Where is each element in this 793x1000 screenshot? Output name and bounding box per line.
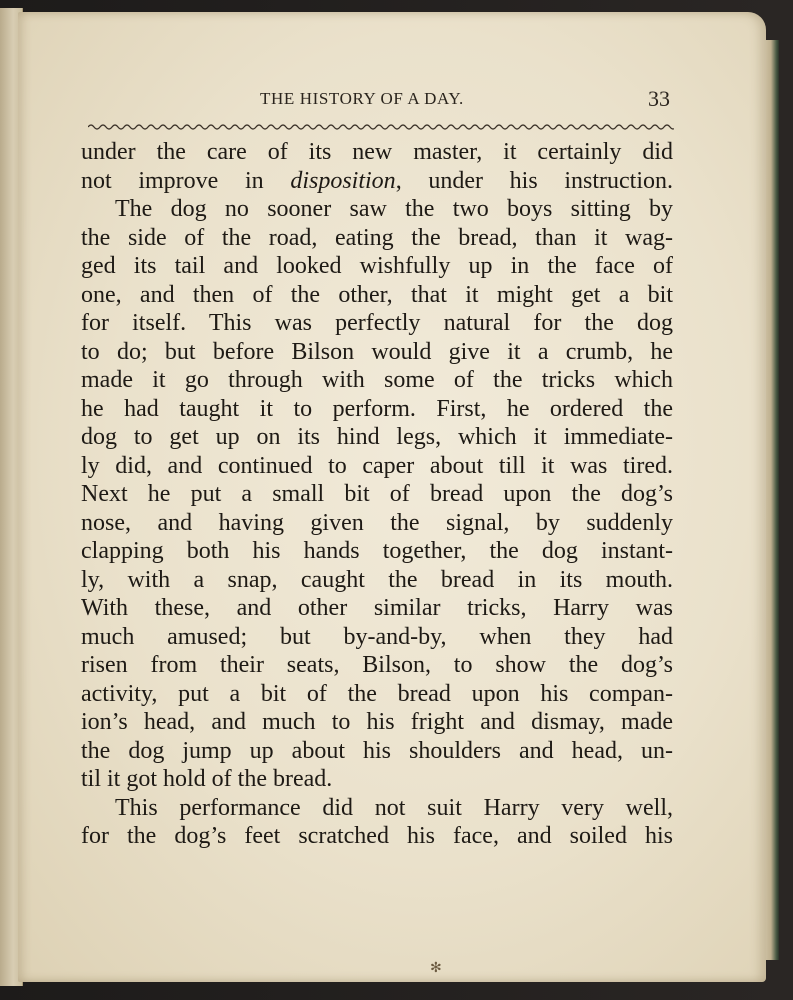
text-segment: not improve in — [81, 167, 291, 194]
text-line: Next he put a small bit of bread upon the dog’s — [81, 481, 673, 507]
running-title: THE HISTORY OF A DAY. — [260, 89, 464, 108]
signature-mark-icon: ✻ — [430, 960, 442, 976]
text-line: ly did, and continued to caper about till it was tired. — [81, 452, 673, 479]
text-line: ly, with a snap, caught the bread in its mouth. — [81, 566, 673, 593]
text-line: nose, and having given the signal, by suddenly — [81, 509, 673, 536]
text-line: activity, put a bit of the bread upon his compan- — [81, 680, 673, 707]
body-text — [81, 138, 673, 851]
text-line: ged its tail and looked wishfully up in the face of — [81, 253, 673, 279]
text-line: under the care of its new master, it certainly did — [81, 139, 673, 165]
text-line: the side of the road, eating the bread, than it wag- — [81, 224, 673, 251]
text-line: for itself. This was perfectly natural for the dog — [81, 310, 673, 336]
text-line: made it go through with some of the tricks which — [81, 367, 673, 393]
text-line: he had taught it to perform. First, he ordered the — [81, 395, 673, 422]
text-line-with-italic — [81, 167, 673, 196]
text-line: The dog no sooner saw the two boys sitting by — [115, 196, 673, 222]
text-line: much amused; but by-and-by, when they had — [81, 623, 673, 650]
italic-word: disposition — [290, 167, 396, 194]
text-line: ion’s head, and much to his fright and dismay, made — [81, 709, 673, 735]
text-segment: , under his instruction. — [395, 167, 673, 194]
text-line: one, and then of the other, that it might get a bit — [81, 281, 673, 308]
text-line-paragraph-end: til it got hold of the bread. — [81, 766, 333, 792]
text-line: to do; but before Bilson would give it a crumb, he — [81, 338, 673, 365]
wavy-rule-ornament — [88, 122, 674, 132]
text-line: With these, and other similar tricks, Harry was — [81, 595, 673, 621]
running-head — [240, 86, 670, 119]
text-line: dog to get up on its hind legs, which it immediate- — [81, 424, 673, 450]
text-line: the dog jump up about his shoulders and head, un- — [81, 737, 673, 764]
text-line: clapping both his hands together, the dog instant- — [81, 538, 673, 564]
text-line: This performance did not suit Harry very well, — [115, 794, 673, 821]
page-number: 33 — [648, 86, 670, 111]
text-line: for the dog’s feet scratched his face, and soiled his — [81, 823, 673, 849]
text-line: risen from their seats, Bilson, to show the dog’s — [81, 652, 673, 678]
